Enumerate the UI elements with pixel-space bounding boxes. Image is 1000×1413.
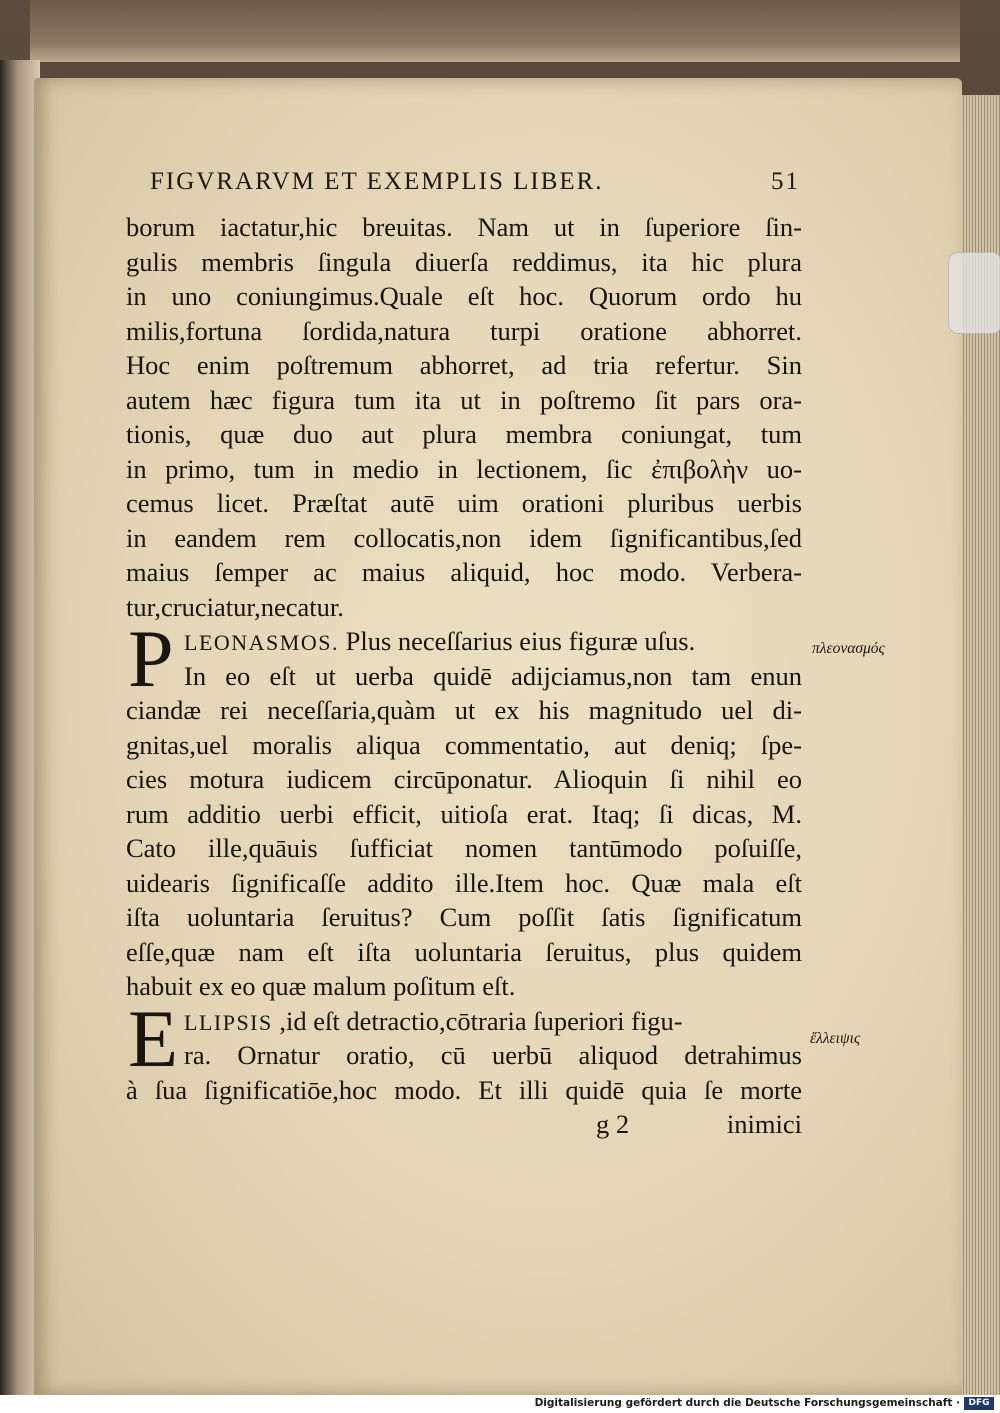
catchword: inimici	[726, 1109, 802, 1139]
signature-line	[126, 1107, 802, 1142]
running-header	[150, 168, 800, 202]
text-line: milis,fortuna ſordida,natura turpi oratione abhorret.	[126, 315, 802, 346]
text-line: ciandæ rei neceſſaria,quàm ut ex his magnitudo uel di-	[126, 695, 802, 725]
dfg-logo: DFG	[964, 1397, 994, 1410]
text-line: iſta uoluntaria ſeruitus? Cum poſſit ſatis ſignificatum	[126, 902, 802, 932]
text-line: uidearis ſignificaſſe addito ille.Item hoc. Quæ mala eſt	[126, 867, 802, 898]
text-line: in eandem rem collocatis,non idem ſignificantibus,ſed	[126, 522, 802, 553]
text-line: cies motura iudicem circūponatur. Alioquin ſi nihil eo	[126, 764, 802, 794]
text-line: in primo, tum in medio in lectionem, ſic ἐπιβολὴν uo-	[126, 453, 802, 484]
page-clip	[948, 252, 1000, 334]
book-top-edge	[30, 0, 960, 62]
text-line: ra. Ornatur oratio, cū uerbū aliquod detrahimus	[184, 1040, 802, 1070]
pleonasmos-heading: LEONASMOS.	[184, 630, 339, 655]
pleonasmos-first-line	[126, 624, 802, 659]
text-line: borum iactatur,hic breuitas. Nam ut in ſuperiore ſin-	[126, 212, 802, 242]
pleonasmos-section	[126, 613, 802, 1004]
text-line: cemus licet. Præſtat autē uim orationi pluribus uerbis	[126, 488, 802, 518]
main-text	[126, 210, 802, 1142]
text-line: à ſua ſignificatiōe,hoc modo. Et illi quidē quia ſe morte	[126, 1074, 802, 1105]
text-line: tur,cruciatur,necatur.	[126, 591, 344, 622]
text-line: gnitas,uel moralis aliqua commentatio, aut deniq; ſpe-	[126, 729, 802, 760]
ellipsis-first-text: ,id eſt detractio,cōtraria ſuperiori figu-	[272, 1005, 683, 1036]
footer-bar	[0, 1395, 1000, 1413]
text-line: maius ſemper ac maius aliquid, hoc modo. Verbera-	[126, 557, 802, 587]
text-line: In eo eſt ut uerba quidē adijciamus,non tam enun	[184, 660, 802, 691]
signature-mark: g 2	[596, 1109, 630, 1139]
margin-note-ellipsis: ἔλλειψις	[810, 1030, 861, 1047]
text-line: habuit ex eo quæ malum poſitum eſt.	[126, 971, 516, 1001]
ellipsis-section	[126, 992, 802, 1108]
drop-cap-p: P	[128, 613, 174, 704]
text-line: Cato ille,quāuis ſufficiat nomen tantūmodo poſuiſſe,	[126, 833, 802, 863]
ellipsis-heading: LLIPSIS	[184, 1009, 273, 1035]
margin-note-pleonasmos: πλεονασμός	[812, 640, 885, 657]
drop-cap-e: E	[128, 992, 179, 1084]
text-line: autem hæc figura tum ita ut in poſtremo ſit pars ora-	[126, 384, 802, 415]
text-line: gulis membris ſingula diuerſa reddimus, ita hic plura	[126, 246, 802, 277]
text-line: Hoc enim poſtremum abhorret, ad tria refertur. Sin	[126, 350, 802, 380]
pleonasmos-first-text: Plus neceſſarius eius figuræ uſus.	[338, 626, 696, 656]
text-line: tionis, quæ duo aut plura membra coniungat, tum	[126, 419, 802, 449]
text-line: eſſe,quæ nam eſt iſta uoluntaria ſeruitus, plus quidem	[126, 936, 802, 967]
header-title: FIGVRARVM ET EXEMPLIS LIBER.	[150, 168, 604, 195]
footer-credit: Digitalisierung gefördert durch die Deutsche Forschungsgemeinschaft ·	[534, 1397, 960, 1409]
text-line: in uno coniungimus.Quale eſt hoc. Quorum ordo hu	[126, 281, 802, 311]
ellipsis-first-line	[126, 1004, 802, 1039]
text-line: rum additio uerbi efficit, uitioſa erat. Itaq; ſi dicas, M.	[126, 798, 802, 829]
folio-number: 51	[771, 168, 800, 195]
